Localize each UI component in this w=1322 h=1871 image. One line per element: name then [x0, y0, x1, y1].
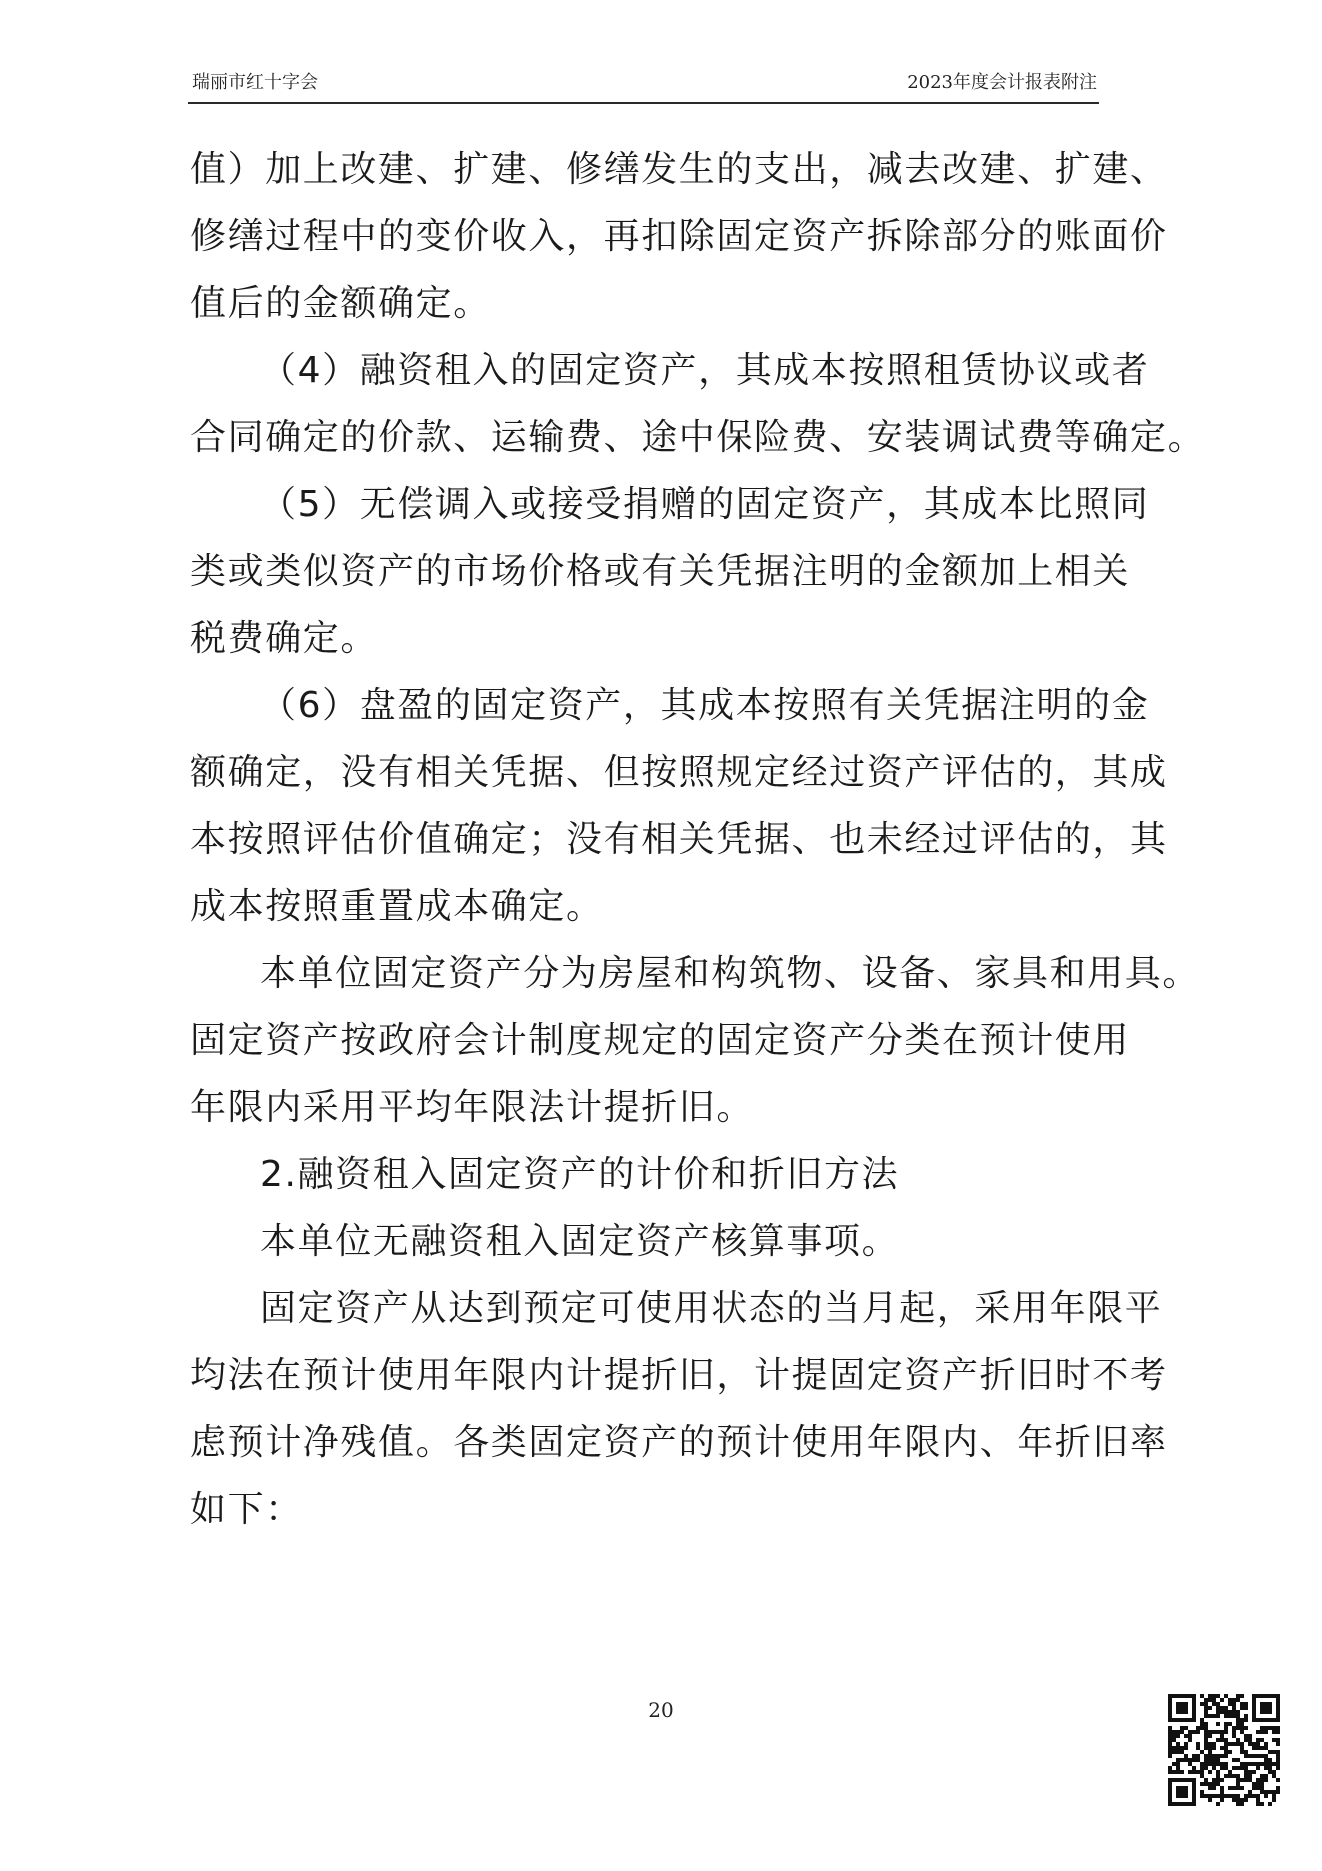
section-heading: 2.融资租入固定资产的计价和折旧方法 [260, 1154, 900, 1195]
text-line: 年限内采用平均年限法计提折旧。 [190, 1087, 755, 1128]
text-line: 固定资产按政府会计制度规定的固定资产分类在预计使用 [190, 1020, 1131, 1061]
text-line: 合同确定的价款、运输费、途中保险费、安装调试费等确定。 [190, 417, 1206, 458]
text-line: （4）融资租入的固定资产，其成本按照租赁协议或者 [260, 350, 1150, 391]
page-number: 20 [648, 1698, 674, 1722]
qr-code-icon [1168, 1694, 1280, 1806]
text-line: 虑预计净残值。各类固定资产的预计使用年限内、年折旧率 [190, 1422, 1168, 1463]
text-line: 本按照评估价值确定；没有相关凭据、也未经过评估的，其 [190, 819, 1168, 860]
text-line: 修缮过程中的变价收入，再扣除固定资产拆除部分的账面价 [190, 216, 1168, 257]
text-line: （6）盘盈的固定资产，其成本按照有关凭据注明的金 [260, 685, 1150, 726]
report-title: 2023年度会计报表附注 [907, 72, 1097, 93]
text-line: 类或类似资产的市场价格或有关凭据注明的金额加上相关 [190, 551, 1131, 592]
text-line: 额确定，没有相关凭据、但按照规定经过资产评估的，其成 [190, 752, 1168, 793]
page-header [188, 62, 1099, 104]
text-line: 固定资产从达到预定可使用状态的当月起，采用年限平 [260, 1288, 1163, 1329]
text-line: （5）无偿调入或接受捐赠的固定资产，其成本比照同 [260, 484, 1150, 525]
text-line: 本单位无融资租入固定资产核算事项。 [260, 1221, 900, 1262]
text-line: 值）加上改建、扩建、修缮发生的支出，减去改建、扩建、 [190, 149, 1168, 190]
text-line: 本单位固定资产分为房屋和构筑物、设备、家具和用具。 [260, 953, 1201, 994]
text-line: 均法在预计使用年限内计提折旧，计提固定资产折旧时不考 [190, 1355, 1168, 1396]
text-line: 成本按照重置成本确定。 [190, 886, 604, 927]
organization-name: 瑞丽市红十字会 [192, 72, 318, 93]
text-line: 值后的金额确定。 [190, 283, 491, 324]
text-line: 税费确定。 [190, 618, 379, 659]
text-line: 如下： [190, 1489, 303, 1530]
